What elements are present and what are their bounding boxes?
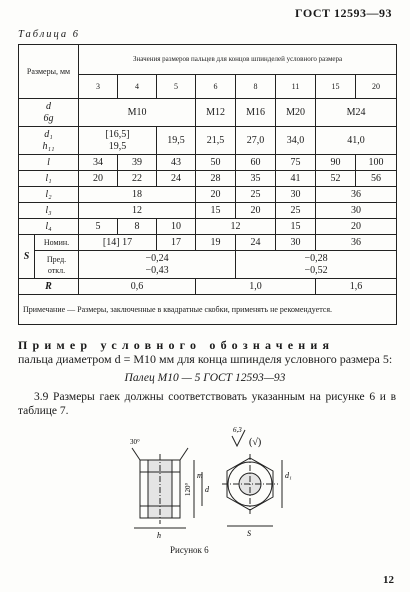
table-cell: 0,6: [79, 279, 196, 295]
size-header: 20: [356, 75, 397, 99]
standard-id: ГОСТ 12593—93: [295, 6, 392, 20]
table-cell: 43: [157, 155, 196, 171]
clause-3-9: 3.9 Размеры гаек должны соответствовать указанным на рисунке 6 и в таблице 7.: [18, 391, 396, 417]
example-heading-rest: пальца диаметром d = M10 мм для конца шпинделя условного размера 5:: [18, 352, 393, 366]
table-cell: [79, 127, 157, 155]
table-cell: 56: [356, 171, 397, 187]
table-cell: 75: [276, 155, 316, 171]
table-cell: 15: [276, 219, 316, 235]
table-cell: 100: [356, 155, 397, 171]
table-cell: 39: [118, 155, 157, 171]
table-cell: 20: [236, 203, 276, 219]
table-caption: Таблица 6: [18, 29, 81, 40]
table-cell: M10: [79, 99, 196, 127]
table-cell: 21,5: [196, 127, 236, 155]
table-cell: 60: [236, 155, 276, 171]
chamfer-line: [132, 448, 140, 460]
d1-bracket-value: [16,5]: [105, 128, 130, 140]
size-header: 3: [79, 75, 118, 99]
d1-tolerance: h₁₁: [42, 140, 55, 152]
table-cell: 35: [236, 171, 276, 187]
page-number: 12: [383, 574, 394, 586]
size-header: 15: [316, 75, 356, 99]
row-label-l3: l₃: [19, 203, 79, 219]
dim-h-label: h: [157, 531, 161, 540]
table-cell: 19: [196, 235, 236, 251]
size-header: 5: [157, 75, 196, 99]
table-cell: [236, 251, 397, 279]
table-cell: 12: [196, 219, 276, 235]
d-symbol: d: [46, 100, 51, 112]
table-cell: 24: [157, 171, 196, 187]
table-cell: 30: [276, 235, 316, 251]
dimensions-table: [18, 44, 397, 325]
table-cell: 19,5: [157, 127, 196, 155]
table-cell: 20: [79, 171, 118, 187]
row-label-s: S: [19, 235, 35, 279]
table-cell: 34: [79, 155, 118, 171]
row-label-d1: [19, 127, 79, 155]
table-cell: [79, 251, 236, 279]
d-tolerance: 6g: [43, 112, 54, 124]
table-cell: 20: [196, 187, 236, 203]
deviation-lower-a: −0,43: [145, 264, 169, 276]
table-cell: 52: [316, 171, 356, 187]
nut-drawing: [110, 420, 300, 545]
deviation-upper-b: −0,28: [304, 252, 328, 264]
deviation-label-line2: откл.: [47, 265, 66, 275]
size-header: 4: [118, 75, 157, 99]
row-label-l4: l₄: [19, 219, 79, 235]
table-cell: 25: [236, 187, 276, 203]
table-cell: M24: [316, 99, 397, 127]
designation-formula: Палец M10 — 5 ГОСТ 12593—93: [124, 372, 286, 384]
table-cell: M20: [276, 99, 316, 127]
deviation-lower-b: −0,52: [304, 264, 328, 276]
param-header: Размеры, мм: [19, 45, 79, 99]
table-cell: 90: [316, 155, 356, 171]
nominal-label: Номин.: [35, 235, 79, 251]
dim-m-label: m: [197, 471, 203, 480]
angle-120-label: 120°: [184, 482, 192, 496]
d1-symbol: d₁: [44, 128, 53, 140]
roughness-value: 6,3: [233, 426, 242, 434]
example-heading: [18, 338, 396, 366]
table-cell: 30: [276, 187, 316, 203]
table-cell: 5: [79, 219, 118, 235]
nut-plan-view: [222, 454, 282, 526]
figure-caption: Рисунок 6: [170, 545, 209, 555]
table-cell: 34,0: [276, 127, 316, 155]
table-cell: 25: [276, 203, 316, 219]
table-cell: 30: [316, 203, 397, 219]
table-cell: 17: [157, 235, 196, 251]
size-header: 11: [276, 75, 316, 99]
table-cell: 36: [316, 235, 397, 251]
values-header: Значения размеров пальцев для концов шпинделей условного размера: [79, 45, 397, 75]
d1-value: 19,5: [108, 140, 127, 152]
table-cell: 1,0: [196, 279, 316, 295]
table-cell: 41: [276, 171, 316, 187]
chamfer-line: [180, 448, 188, 460]
angle-30-label: 30°: [130, 438, 140, 446]
row-label-l2: l₂: [19, 187, 79, 203]
table-cell: 18: [79, 187, 196, 203]
dim-d1-label: d₁: [285, 471, 292, 480]
deviation-label: [35, 251, 79, 279]
table-cell: 8: [118, 219, 157, 235]
table-cell: 12: [79, 203, 196, 219]
table-note: Примечание — Размеры, заключенные в квадратные скобки, применять не рекомендуется.: [19, 295, 397, 325]
row-label-d: [19, 99, 79, 127]
table-cell: 10: [157, 219, 196, 235]
deviation-label-line1: Пред.: [46, 254, 67, 264]
table-cell: 41,0: [316, 127, 397, 155]
row-label-l: l: [19, 155, 79, 171]
table-cell: 20: [316, 219, 397, 235]
row-label-l1: l₁: [19, 171, 79, 187]
table-cell: 50: [196, 155, 236, 171]
table-cell: [14] 17: [79, 235, 157, 251]
size-header: 6: [196, 75, 236, 99]
table-cell: M12: [196, 99, 236, 127]
table-cell: 1,6: [316, 279, 397, 295]
dim-d-label: d: [205, 485, 209, 494]
roughness-paren: (√): [249, 437, 262, 448]
example-heading-spaced: Пример условного обозначения: [18, 338, 335, 352]
row-label-r: R: [19, 279, 79, 295]
table-cell: 15: [196, 203, 236, 219]
roughness-mark: [232, 426, 261, 448]
table-cell: M16: [236, 99, 276, 127]
table-cell: 36: [316, 187, 397, 203]
table-cell: 24: [236, 235, 276, 251]
deviation-upper-a: −0,24: [145, 252, 169, 264]
size-header: 8: [236, 75, 276, 99]
table-cell: 22: [118, 171, 157, 187]
table-cell: 27,0: [236, 127, 276, 155]
table-cell: 28: [196, 171, 236, 187]
dim-s-label: S: [247, 529, 251, 538]
